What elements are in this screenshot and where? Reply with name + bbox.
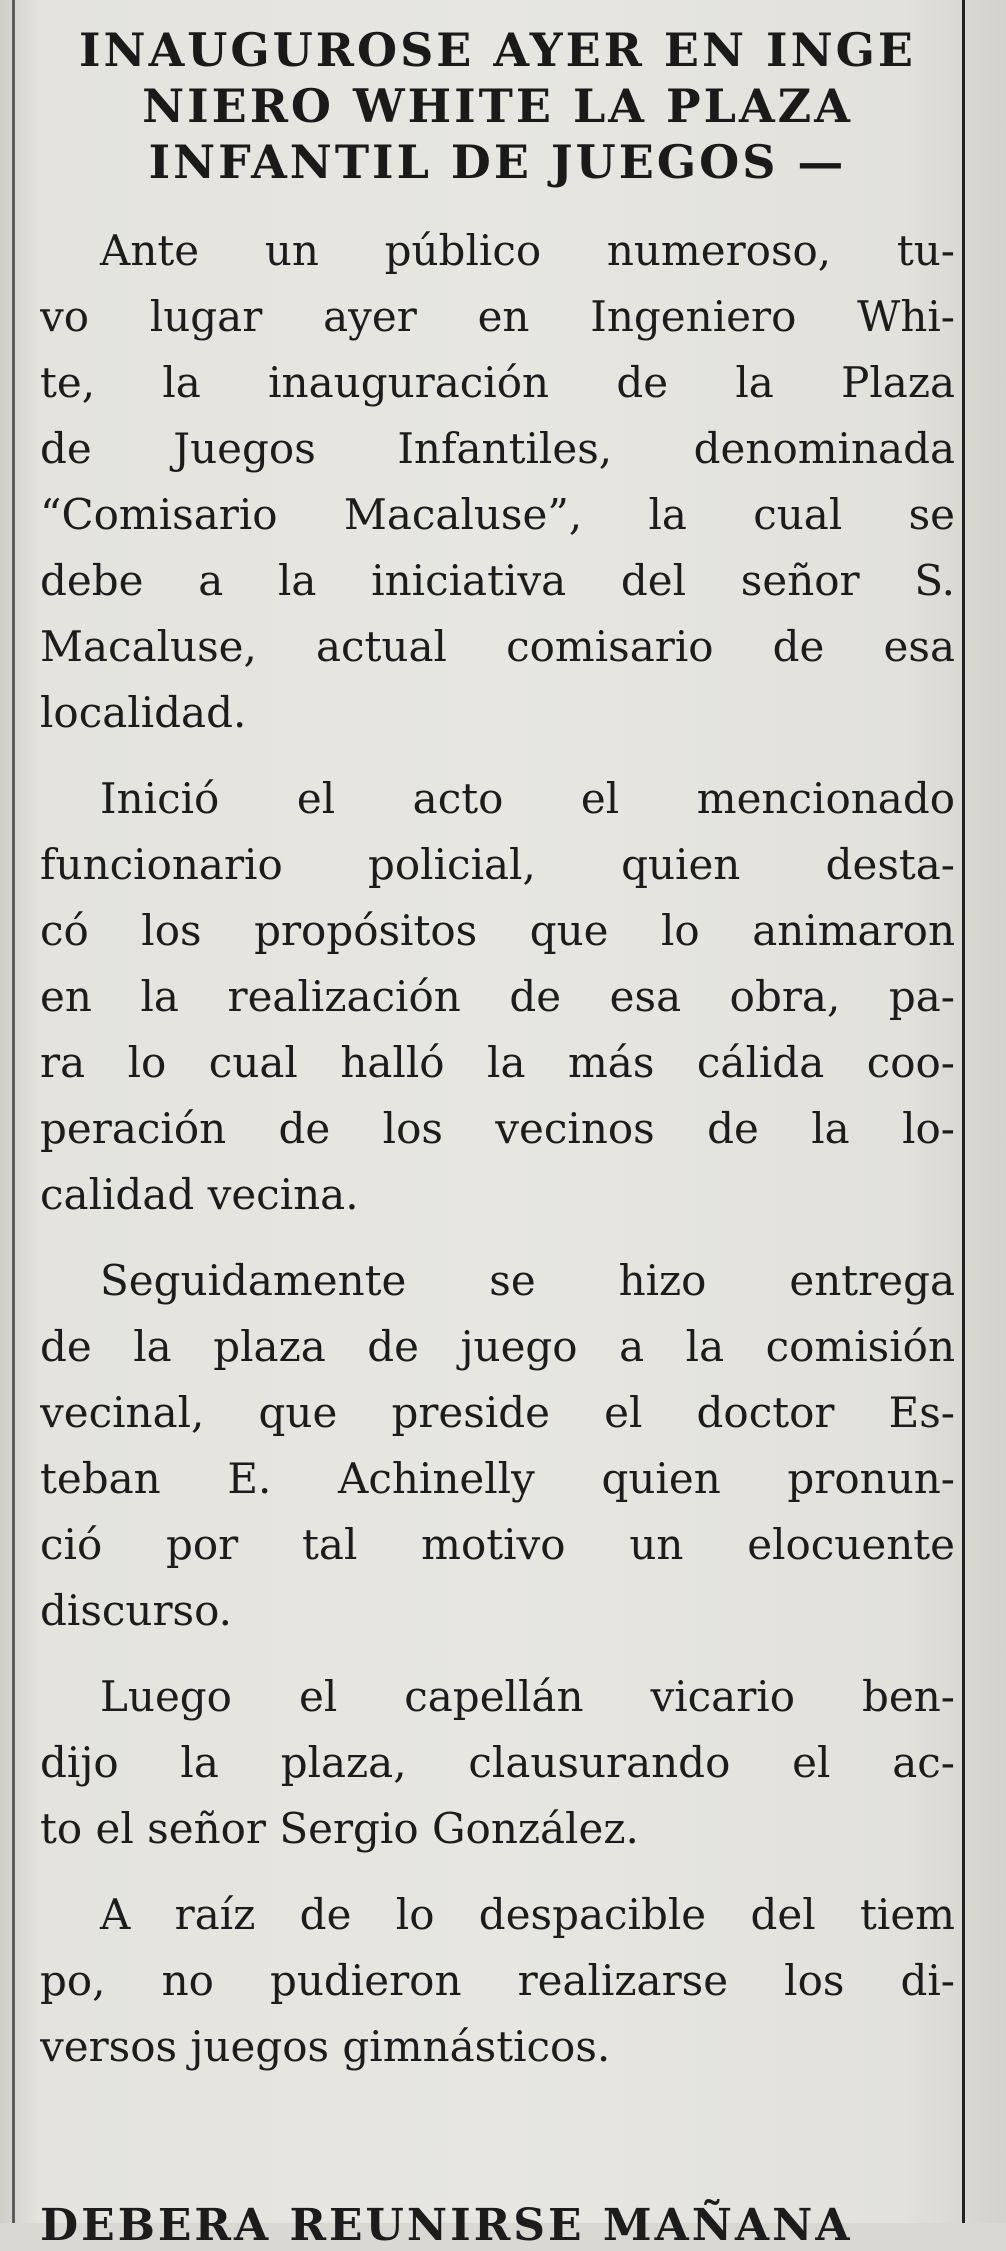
text-line: versos juegos gimnásticos.: [40, 2022, 611, 2071]
text-line: en la realización de esa obra, pa-: [40, 972, 955, 1021]
text-line: có los propósitos que lo animaron: [40, 906, 955, 955]
paragraph-5: [40, 1882, 955, 2080]
text-line: ció por tal motivo un elocuente: [40, 1520, 955, 1569]
paragraph-4: [40, 1664, 955, 1862]
text-line: localidad.: [40, 688, 247, 737]
column-rule-right: [962, 0, 965, 2223]
text-line: funcionario policial, quien desta-: [40, 840, 955, 889]
headline-line: INAUGUROSE AYER EN INGE: [79, 23, 916, 77]
column-rule-left: [12, 0, 15, 2223]
text-line: de Juegos Infantiles, denominada: [40, 424, 955, 473]
text-line: te, la inauguración de la Plaza: [40, 358, 955, 407]
text-line: vecinal, que preside el doctor Es-: [40, 1388, 955, 1437]
text-line: de la plaza de juego a la comisión: [40, 1322, 955, 1371]
text-line: calidad vecina.: [40, 1170, 359, 1219]
headline-line: INFANTIL DE JUEGOS —: [148, 135, 847, 189]
text-line: Seguidamente se hizo entrega: [100, 1256, 955, 1305]
text-line: ra lo cual halló la más cálida coo-: [40, 1038, 955, 1087]
text-line: Macaluse, actual comisario de esa: [40, 622, 955, 671]
text-line: “Comisario Macaluse”, la cual se: [40, 490, 955, 539]
paragraph-1: [40, 218, 955, 746]
headline-line: NIERO WHITE LA PLAZA: [142, 79, 853, 133]
headline: [40, 22, 955, 190]
text-line: dijo la plaza, clausurando el ac-: [40, 1738, 955, 1787]
paragraph-3: [40, 1248, 955, 1644]
article: [40, 22, 955, 2100]
paragraph-2: [40, 766, 955, 1228]
text-line: teban E. Achinelly quien pronun-: [40, 1454, 955, 1503]
next-article-heading: DEBERA REUNIRSE MAÑANA: [40, 2200, 853, 2251]
text-line: po, no pudieron realizarse los di-: [40, 1956, 955, 2005]
text-line: to el señor Sergio González.: [40, 1804, 639, 1853]
text-line: vo lugar ayer en Ingeniero Whi-: [40, 292, 955, 341]
text-line: Luego el capellán vicario ben-: [100, 1672, 955, 1721]
text-line: Ante un público numeroso, tu-: [100, 226, 955, 275]
text-line: debe a la iniciativa del señor S.: [40, 556, 955, 605]
text-line: peración de los vecinos de la lo-: [40, 1104, 955, 1153]
text-line: Inició el acto el mencionado: [100, 774, 955, 823]
text-line: A raíz de lo despacible del tiem: [100, 1890, 955, 1939]
text-line: discurso.: [40, 1586, 232, 1635]
